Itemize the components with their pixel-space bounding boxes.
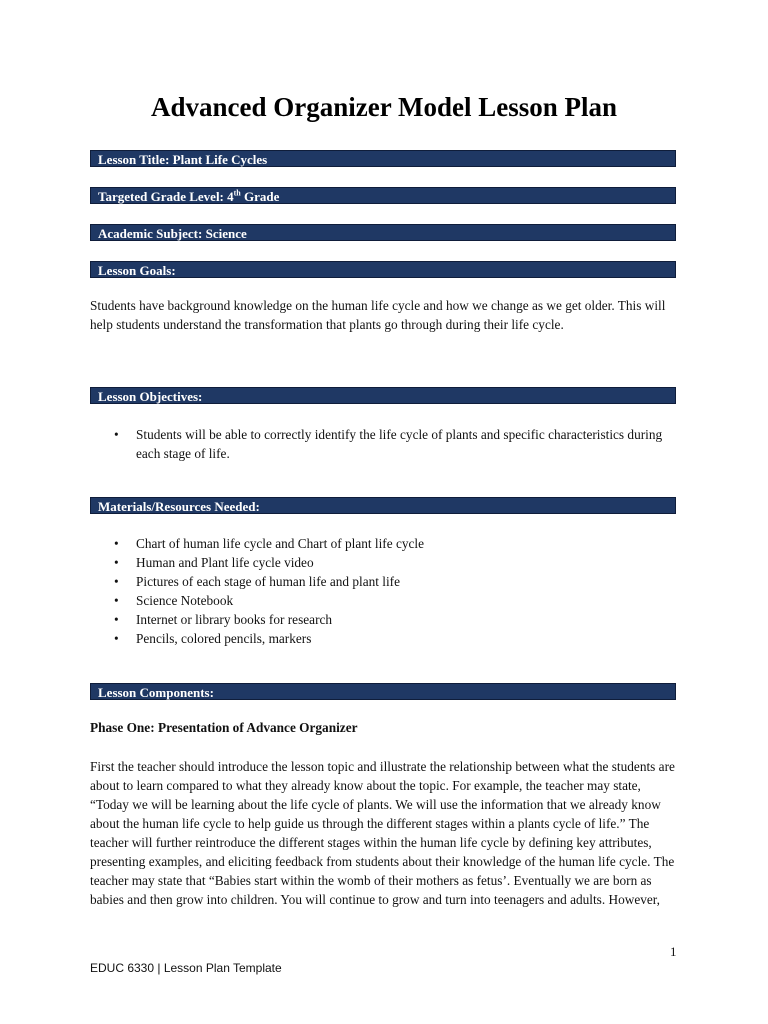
list-item (90, 553, 680, 572)
grade-level-text: Targeted Grade Level: 4 (98, 189, 234, 204)
lesson-objectives-bar (90, 387, 676, 404)
materials-list (90, 534, 680, 648)
grade-level-bar (90, 187, 676, 204)
objective-text: Students will be able to correctly identify the life cycle of plants and specific characteristics during each stage of life. (136, 427, 663, 461)
material-text: Pictures of each stage of human life and plant life (136, 574, 400, 589)
academic-subject-bar (90, 224, 676, 241)
bullet-icon: • (114, 574, 119, 589)
list-item (90, 610, 680, 629)
page-number: 1 (670, 944, 677, 959)
objectives-list (90, 425, 680, 463)
lesson-goals-text: Students have background knowledge on the human life cycle and how we change as we get older. This will help students understand the transformation that plants go through during their life cycle. (90, 298, 666, 332)
academic-subject-text: Academic Subject: Science (98, 226, 247, 241)
bullet-icon: • (114, 555, 119, 570)
phase-one-heading: Phase One: Presentation of Advance Organizer (90, 720, 358, 735)
material-text: Internet or library books for research (136, 612, 333, 627)
grade-level-suffix: Grade (240, 189, 280, 204)
lesson-title-bar (90, 150, 676, 167)
list-item (90, 425, 680, 463)
lesson-goals-header: Lesson Goals: (98, 263, 176, 278)
material-text: Human and Plant life cycle video (136, 555, 314, 570)
list-item (90, 572, 680, 591)
materials-bar (90, 497, 676, 514)
lesson-components-bar (90, 683, 676, 700)
bullet-icon: • (114, 612, 119, 627)
phase-one-text: First the teacher should introduce the lesson topic and illustrate the relationship between what the students are about to learn compared to what they already know about the topic. For example, the teacher may state, “Today we will be learning about the life cycle of plants. We will use the information that we already know about the human life cycle to help guide us through the different stages within a plants cycle of life.” The teacher will further reintroduce the different stages within the human life cycle by defining key attributes, presenting examples, and eliciting feedback from students about their knowledge of the human life cycle. The teacher may state that “Babies start within the womb of their mothers as fetus’. Eventually we are born as babies and then grow into children. You will continue to grow and turn into teenagers and adults. However, (90, 759, 675, 907)
lesson-goals-bar (90, 261, 676, 278)
bullet-icon: • (114, 593, 119, 608)
lesson-components-header: Lesson Components: (98, 685, 214, 700)
grade-level-ordinal: th (233, 188, 241, 198)
material-text: Science Notebook (136, 593, 234, 608)
page-footer: EDUC 6330 | Lesson Plan Template (90, 961, 282, 975)
list-item (90, 534, 680, 553)
bullet-icon: • (114, 631, 119, 646)
bullet-icon: • (114, 536, 119, 551)
material-text: Chart of human life cycle and Chart of plant life cycle (136, 536, 424, 551)
bullet-icon: • (114, 427, 119, 442)
list-item (90, 629, 680, 648)
material-text: Pencils, colored pencils, markers (136, 631, 312, 646)
lesson-title-text: Lesson Title: Plant Life Cycles (98, 152, 268, 167)
list-item (90, 591, 680, 610)
page-title: Advanced Organizer Model Lesson Plan (150, 92, 617, 122)
materials-header: Materials/Resources Needed: (98, 499, 260, 514)
lesson-objectives-header: Lesson Objectives: (98, 389, 203, 404)
